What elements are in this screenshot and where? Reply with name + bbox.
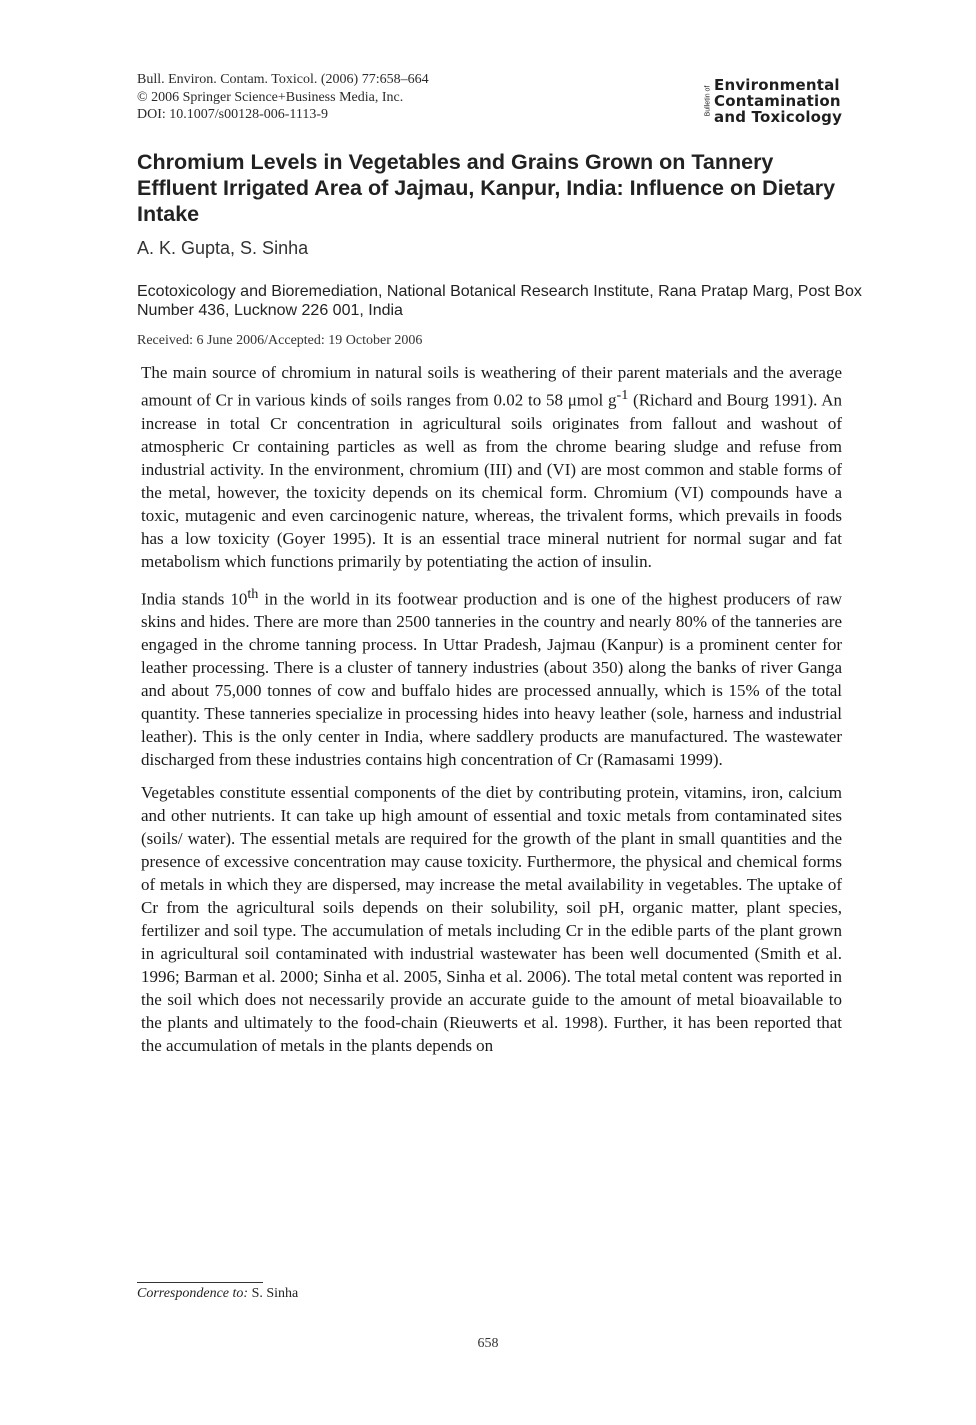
article-authors: A. K. Gupta, S. Sinha xyxy=(137,238,309,258)
journal-logo-side-text: Bulletin of xyxy=(704,85,711,117)
journal-logo-line-1: Environmental xyxy=(714,76,840,94)
footnote-divider xyxy=(137,1282,263,1283)
citation-line-journal: Bull. Environ. Contam. Toxicol. (2006) 77:658–664 xyxy=(137,72,429,87)
correspondence-footnote xyxy=(137,1286,298,1302)
citation-line-doi: DOI: 10.1007/s00128-006-1113-9 xyxy=(137,107,329,122)
citation-line-copyright: © 2006 Springer Science+Business Media, Inc. xyxy=(137,89,404,105)
journal-logo xyxy=(703,77,863,127)
footnote-label: Correspondence to: xyxy=(137,1286,249,1301)
article-received-date: Received: 6 June 2006/Accepted: 19 October 2006 xyxy=(137,333,423,348)
journal-logo-line-2: Contamination xyxy=(714,92,841,110)
citation-block xyxy=(137,71,429,124)
journal-logo-line-3: and Toxicology xyxy=(714,108,843,126)
body-paragraph-1: The main source of chromium in natural soils is weathering of their parent materials and the average amount of Cr in various kinds of soils ranges from 0.02 to 58 μmol $g^{-1}$ (Richard and Bourg 1991). An increase in total Cr concentration in agricultural soils originates from fallout and washout of atmospheric Cr containing particles as well as from the chrome bearing sludge and refuse from industrial activity. In the environment, chromium (III) and (VI) are most common and stable forms of the metal, however, the toxicity depends on its chemical form. Chromium (VI) compounds have a toxic, mutagenic and even carcinogenic nature, whereas, the trivalent forms, which prevails in foods has a low toxicity (Goyer 1995). It is an essential trace mineral nutrient for normal sugar and fat metabolism which functions primarily by potentiating the action of insulin. xyxy=(141,363,842,571)
body-paragraph-3: Vegetables constitute essential components of the diet by contributing protein, vitamins, iron, calcium and other nutrients. It can take up high amount of essential and toxic metals from contaminated sites (soils/ water). The essential metals are required for the growth of the plant in small quantities and the presence of excessive concentration may cause toxicity. Furthermore, the physical and chemical forms of metals in which they are dispersed, may increase the metal availability in vegetables. The uptake of Cr from the agricultural soils depends on their solubility, soil pH, organic matter, plant species, fertilizer and soil type. The accumulation of metals including Cr in the edible parts of the plant grown in agricultural soil contaminated with industrial wastewater has been well documented (Smith et al. 1996; Barman et al. 2000; Sinha et al. 2005, Sinha et al. 2006). The total metal content was reported in the soil which does not necessarily provide an accurate guide to the amount of metal bioavailable to the plants and ultimately to the food-chain (Rieuwerts et al. 1998). Further, it has been reported that the accumulation of metals in the plants depends on xyxy=(141,783,842,1056)
article-body xyxy=(141,361,842,1067)
body-paragraph-2: India stands 10th in the world in its footwear production and is one of the highest producers of raw skins and hides. There are more than 2500 tanneries in the country and nearly 80% of the tanneries are engaged in the chrome tanning process. In Uttar Pradesh, Jajmau (Kanpur) is a prominent center for leather processing. There is a cluster of tannery industries (about 350) along the banks of river Ganga and about 75,000 tonnes of cow and buffalo hides are processed annually, which is 15% of the total quantity. These tanneries specialize in processing hides into heavy leather (sole, harness and industrial leather). This is the only center in India, where saddlery products are manufactured. The wastewater discharged from these industries contains high concentration of Cr (Ramasami 1999). xyxy=(141,585,842,770)
article-title: Chromium Levels in Vegetables and Grains Grown on Tannery Effluent Irrigated Area of Jajmau, Kanpur, India: Influence on Dietary Intake xyxy=(137,150,836,226)
article-affiliation: Ecotoxicology and Bioremediation, National Botanical Research Institute, Rana Pratap Marg, Post Box Number 436, Lucknow 226 001, India xyxy=(137,283,862,319)
footnote-value: S. Sinha xyxy=(248,1286,299,1301)
page-number: 658 xyxy=(477,1336,499,1351)
